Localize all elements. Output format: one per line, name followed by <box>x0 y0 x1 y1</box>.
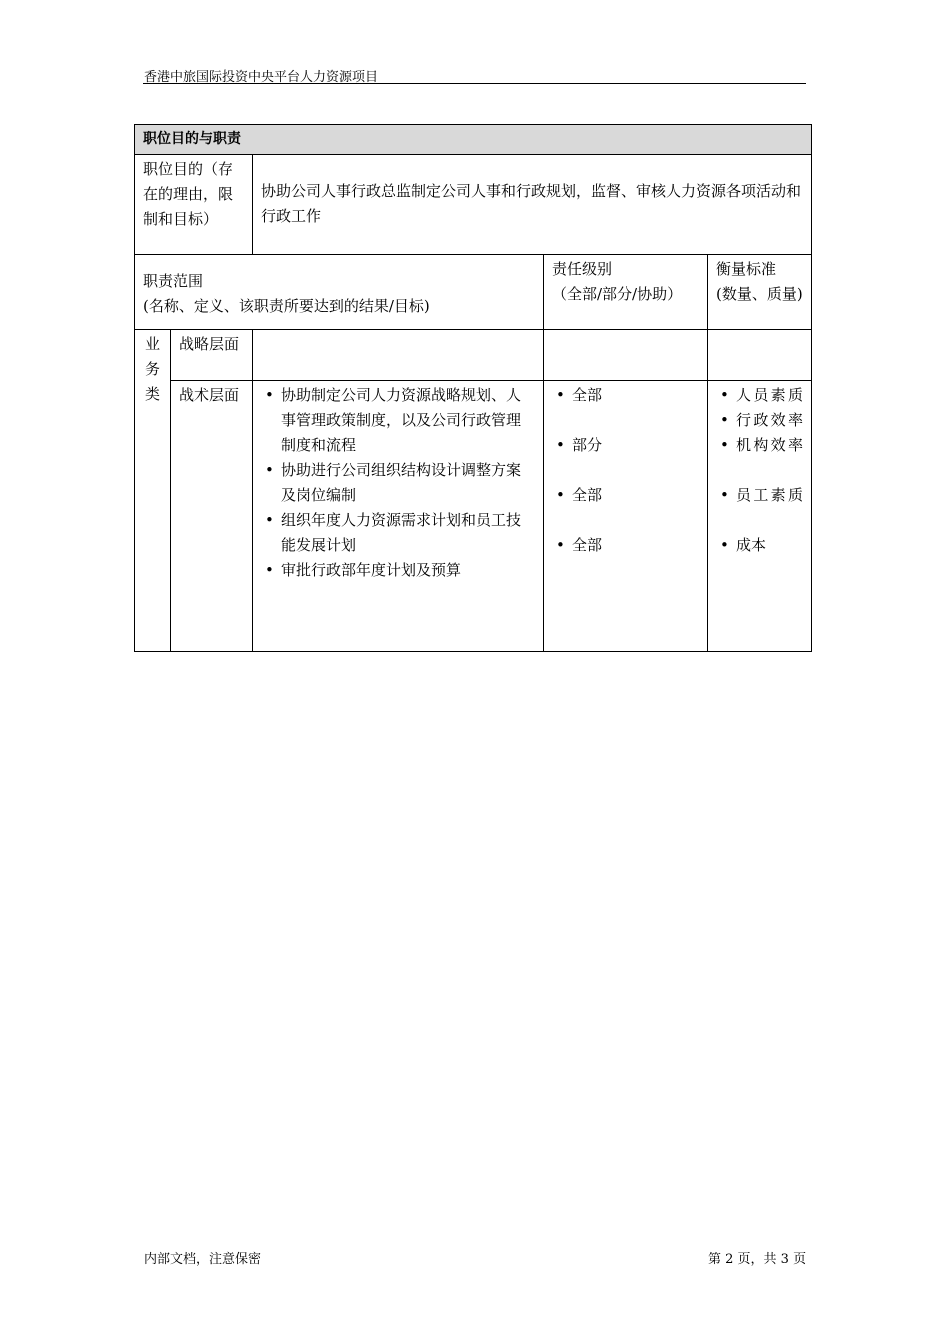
measure-value: • 员工素质 <box>736 483 803 508</box>
tactical-measures <box>708 381 812 652</box>
level-value: • 全部 <box>572 533 699 558</box>
duty-rest: 行政部年度计划及预算 <box>311 561 462 579</box>
measure-header <box>708 255 812 330</box>
level-title: 责任级别 <box>552 260 613 278</box>
footer-confidential: 内部文档，注意保密 <box>144 1252 262 1267</box>
measure-value: • 机构效率 <box>736 433 803 458</box>
footer-page-number: 第 2 页，共 3 页 <box>708 1252 807 1267</box>
duty-prefix: 审批 <box>281 561 312 579</box>
level-header <box>544 255 708 330</box>
level-value: • 部分 <box>572 433 699 458</box>
measure-title: 衡量标准 <box>716 260 777 278</box>
scope-header <box>135 255 544 330</box>
level-subtitle: （全部/部分/协助） <box>552 285 683 303</box>
strategic-level-label: 战略层面 <box>171 330 253 381</box>
tactical-level-label: 战术层面 <box>171 381 253 652</box>
strategic-measures <box>708 330 812 381</box>
duty-table <box>134 124 812 652</box>
measure-value: • 人员素质 <box>736 383 803 408</box>
duty-item <box>281 558 535 583</box>
level-value: • 全部 <box>572 483 699 508</box>
category-business: 业务类 <box>135 330 171 652</box>
measure-value: • 行政效率 <box>736 408 803 433</box>
measure-subtitle: (数量、质量) <box>716 285 803 303</box>
purpose-text: 协助公司人事行政总监制定公司人事和行政规划，监督、审核人力资源各项活动和行政工作 <box>253 155 812 255</box>
tactical-levels <box>544 381 708 652</box>
duty-item: • 协助制定公司人力资源战略规划、人事管理政策制度，以及公司行政管理制度和流程 <box>281 383 535 458</box>
strategic-level <box>544 330 708 381</box>
strategic-duties <box>253 330 544 381</box>
duty-item: • 协助进行公司组织结构设计调整方案及岗位编制 <box>281 458 535 508</box>
tactical-duties <box>253 381 544 652</box>
page-header-title: 香港中旅国际投资中央平台人力资源项目 <box>144 70 379 85</box>
scope-title: 职责范围 <box>143 272 204 290</box>
measure-value: • 成本 <box>736 533 803 558</box>
purpose-label: 职位目的（存在的理由，限制和目标） <box>135 155 253 255</box>
level-value: • 全部 <box>572 383 699 408</box>
scope-subtitle: (名称、定义、该职责所要达到的结果/目标) <box>143 297 430 315</box>
section-title: 职位目的与职责 <box>135 125 812 155</box>
header-divider <box>143 83 806 84</box>
duty-item: • 组织年度人力资源需求计划和员工技能发展计划 <box>281 508 535 558</box>
